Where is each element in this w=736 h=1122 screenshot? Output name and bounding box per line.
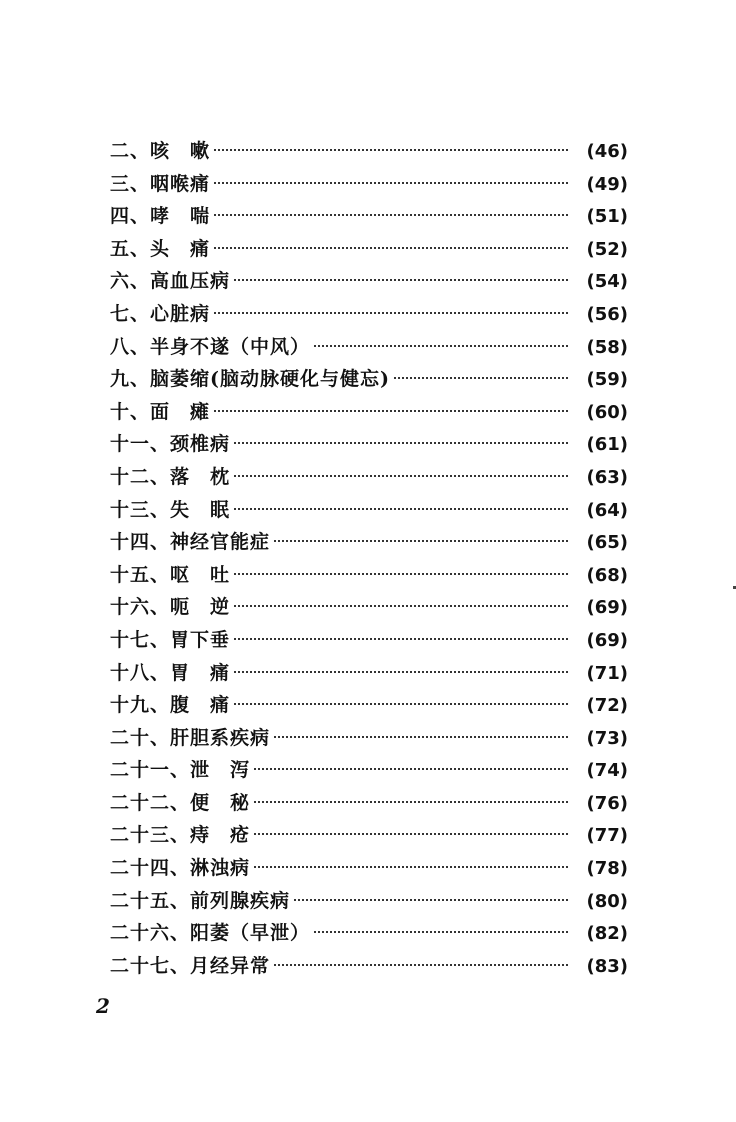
- toc-entry-title: 六、高血压病: [110, 270, 231, 293]
- toc-entry-page: (69): [586, 629, 628, 651]
- toc-entry-title: 十三、失 眠: [110, 498, 231, 521]
- toc-entry-page: (65): [586, 532, 628, 554]
- toc-entry-page: (58): [586, 336, 628, 358]
- toc-entry: [110, 917, 628, 950]
- toc-entry-page: (63): [586, 466, 628, 488]
- toc-entry: [110, 950, 628, 983]
- toc-dot-leader: [254, 833, 568, 835]
- toc-entry: [110, 331, 628, 364]
- toc-entry: [110, 298, 628, 331]
- toc-dot-leader: [214, 410, 568, 412]
- toc-entry: [110, 852, 628, 885]
- toc-entry-page: (83): [586, 955, 628, 977]
- toc-entry-title: 二十三、痔 疮: [110, 824, 251, 847]
- toc-entry-page: (51): [586, 206, 628, 228]
- toc-dot-leader: [254, 768, 568, 770]
- toc-entry-title: 八、半身不遂（中风）: [110, 335, 311, 358]
- toc-entry: [110, 591, 628, 624]
- toc-entry-page: (78): [586, 858, 628, 880]
- toc-entry-page: (61): [586, 434, 628, 456]
- toc-entry: [110, 461, 628, 494]
- toc-entry-title: 七、心脏病: [110, 302, 211, 325]
- toc-entry: [110, 787, 628, 820]
- page-number: 2: [96, 994, 110, 1018]
- toc-entry-title: 二十一、泄 泻: [110, 759, 251, 782]
- toc-entry-title: 五、头 痛: [110, 237, 211, 260]
- toc-entry: [110, 168, 628, 201]
- toc-dot-leader: [294, 899, 568, 901]
- toc-entry-page: (76): [586, 792, 628, 814]
- toc-dot-leader: [254, 866, 568, 868]
- toc-entry-title: 十一、颈椎病: [110, 433, 231, 456]
- toc-entry: [110, 265, 628, 298]
- toc-entry: [110, 689, 628, 722]
- table-of-contents: [110, 135, 628, 982]
- toc-entry-title: 三、咽喉痛: [110, 172, 211, 195]
- toc-entry-page: (52): [586, 238, 628, 260]
- toc-entry-title: 十七、胃下垂: [110, 628, 231, 651]
- toc-dot-leader: [234, 279, 568, 281]
- toc-entry: [110, 526, 628, 559]
- toc-dot-leader: [214, 312, 568, 314]
- toc-entry-page: (71): [586, 662, 628, 684]
- toc-entry-page: (56): [586, 303, 628, 325]
- toc-entry-page: (60): [586, 401, 628, 423]
- toc-dot-leader: [234, 638, 568, 640]
- toc-entry-page: (73): [586, 727, 628, 749]
- toc-dot-leader: [214, 247, 568, 249]
- toc-entry-page: (64): [586, 499, 628, 521]
- toc-entry-page: (72): [586, 695, 628, 717]
- toc-dot-leader: [314, 931, 568, 933]
- toc-entry: [110, 722, 628, 755]
- toc-dot-leader: [394, 377, 568, 379]
- toc-entry-title: 二十二、便 秘: [110, 791, 251, 814]
- toc-entry: [110, 885, 628, 918]
- toc-dot-leader: [234, 442, 568, 444]
- toc-entry-title: 二、咳 嗽: [110, 140, 211, 162]
- toc-dot-leader: [234, 605, 568, 607]
- toc-entry-title: 十九、腹 痛: [110, 694, 231, 717]
- toc-dot-leader: [234, 703, 568, 705]
- toc-entry-title: 二十五、前列腺疾病: [110, 889, 291, 912]
- toc-entry: [110, 819, 628, 852]
- toc-entry-page: (49): [586, 173, 628, 195]
- toc-entry: [110, 657, 628, 690]
- toc-entry-title: 二十六、阳萎（早泄）: [110, 922, 311, 945]
- toc-dot-leader: [254, 801, 568, 803]
- toc-dot-leader: [314, 345, 568, 347]
- toc-entry-title: 十、面 瘫: [110, 400, 211, 423]
- toc-entry-title: 十四、神经官能症: [110, 531, 271, 554]
- toc-dot-leader: [274, 736, 568, 738]
- toc-entry: [110, 363, 628, 396]
- toc-entry-title: 十二、落 枕: [110, 465, 231, 488]
- toc-entry: [110, 200, 628, 233]
- toc-entry-title: 十五、呕 吐: [110, 563, 231, 586]
- toc-entry-page: (77): [586, 825, 628, 847]
- toc-entry-title: 十六、呃 逆: [110, 596, 231, 619]
- toc-dot-leader: [234, 508, 568, 510]
- toc-dot-leader: [234, 475, 568, 477]
- toc-entry-page: (46): [586, 141, 628, 162]
- toc-entry: [110, 135, 628, 168]
- toc-dot-leader: [214, 182, 568, 184]
- toc-entry: [110, 396, 628, 429]
- toc-entry-title: 二十七、月经异常: [110, 954, 271, 977]
- toc-entry-page: (68): [586, 564, 628, 586]
- toc-entry: [110, 233, 628, 266]
- toc-entry: [110, 494, 628, 527]
- toc-dot-leader: [234, 573, 568, 575]
- toc-entry: [110, 428, 628, 461]
- toc-entry-page: (82): [586, 923, 628, 945]
- toc-dot-leader: [274, 540, 568, 542]
- toc-entry-title: 九、脑萎缩(脑动脉硬化与健忘): [110, 368, 390, 391]
- toc-entry-page: (69): [586, 597, 628, 619]
- toc-entry: [110, 559, 628, 592]
- toc-entry-page: (80): [586, 890, 628, 912]
- toc-dot-leader: [214, 149, 568, 151]
- toc-entry-page: (59): [586, 369, 628, 391]
- toc-entry: [110, 624, 628, 657]
- toc-entry-page: (74): [586, 760, 628, 782]
- toc-entry-title: 二十四、淋浊病: [110, 857, 251, 880]
- toc-entry-title: 二十、肝胆系疾病: [110, 726, 271, 749]
- toc-entry-title: 四、哮 喘: [110, 205, 211, 228]
- toc-dot-leader: [214, 214, 568, 216]
- toc-entry-title: 十八、胃 痛: [110, 661, 231, 684]
- toc-entry-page: (54): [586, 271, 628, 293]
- toc-dot-leader: [234, 671, 568, 673]
- toc-entry: [110, 754, 628, 787]
- toc-dot-leader: [274, 964, 568, 966]
